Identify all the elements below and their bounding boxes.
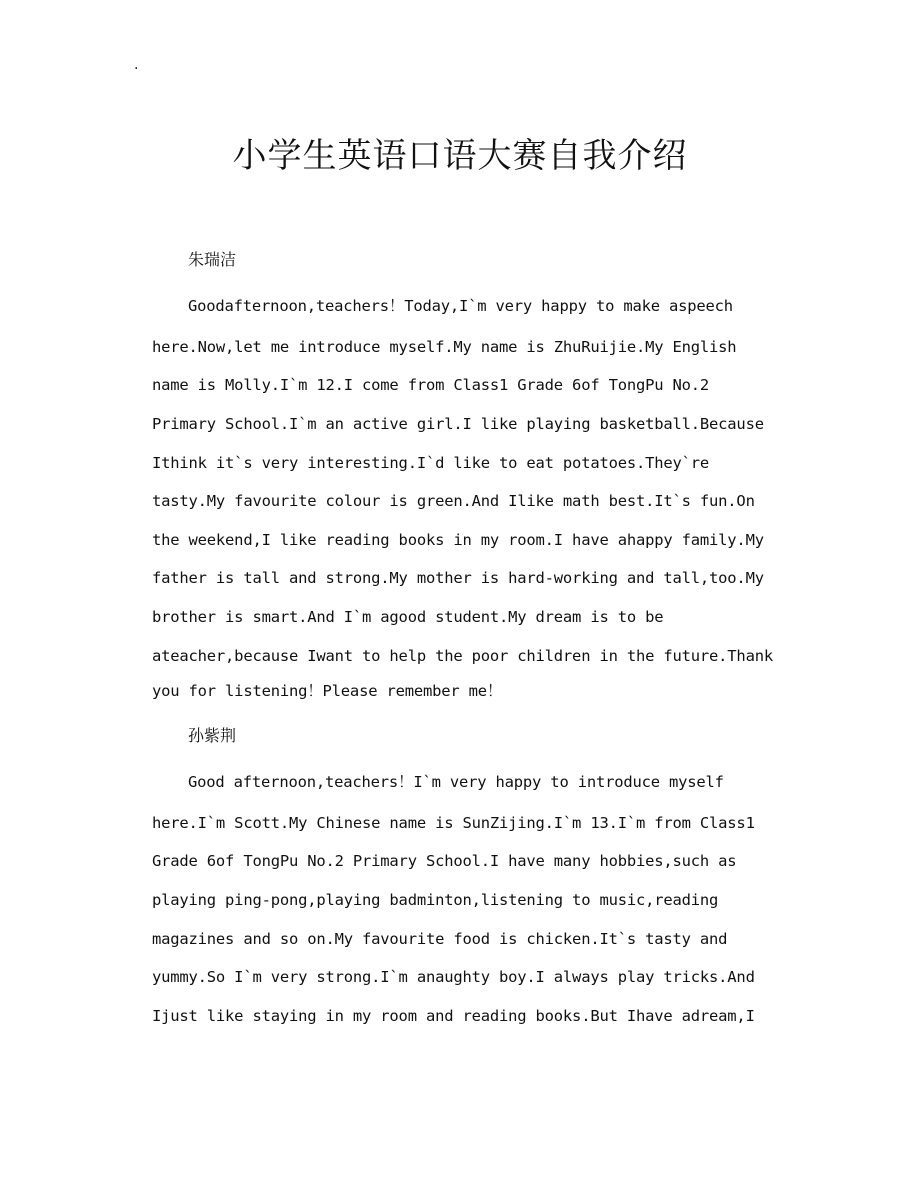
- paragraph-line: yummy.So I`m very strong.I`m anaughty boy.I always play tricks.And: [152, 968, 755, 986]
- paragraph-line: Ithink it`s very interesting.I`d like to eat potatoes.They`re: [152, 454, 710, 472]
- paragraph-line: playing ping-pong,playing badminton,listening to music,reading: [152, 891, 719, 909]
- paragraph-line: here.I`m Scott.My Chinese name is SunZijing.I`m 13.I`m from Class1: [152, 814, 755, 832]
- paragraph-line: brother is smart.And I`m agood student.My dream is to be: [152, 608, 664, 626]
- speaker-name: 朱瑞洁: [188, 250, 237, 269]
- paragraph-line: Primary School.I`m an active girl.I like playing basketball.Because: [152, 415, 764, 433]
- paragraph-line: Ijust like staying in my room and reading books.But Ihave adream,I: [152, 1007, 755, 1025]
- paragraph-line: name is Molly.I`m 12.I come from Class1 Grade 6of TongPu No.2: [152, 376, 710, 394]
- paragraph-line: Grade 6of TongPu No.2 Primary School.I have many hobbies,such as: [152, 852, 737, 870]
- paragraph-line: tasty.My favourite colour is green.And Ilike math best.It`s fun.On: [152, 492, 755, 510]
- paragraph-line: Goodafternoon,teachers！Today,I`m very happy to make aspeech: [188, 297, 733, 315]
- speaker-name: 孙紫荆: [188, 726, 237, 745]
- paragraph-line: magazines and so on.My favourite food is chicken.It`s tasty and: [152, 930, 728, 948]
- paragraph-line: the weekend,I like reading books in my room.I have ahappy family.My: [152, 531, 764, 549]
- paragraph-line: here.Now,let me introduce myself.My name is ZhuRuijie.My English: [152, 338, 737, 356]
- paragraph-line: ateacher,because Iwant to help the poor children in the future.Thank: [152, 647, 773, 665]
- paragraph-line: you for listening！Please remember me！: [152, 682, 503, 700]
- paragraph-line: father is tall and strong.My mother is hard-working and tall,too.My: [152, 569, 764, 587]
- page-marker: ·: [134, 61, 139, 77]
- paragraph-line: Good afternoon,teachers！I`m very happy to introduce myself: [188, 773, 724, 791]
- page-title: 小学生英语口语大赛自我介绍: [232, 135, 688, 176]
